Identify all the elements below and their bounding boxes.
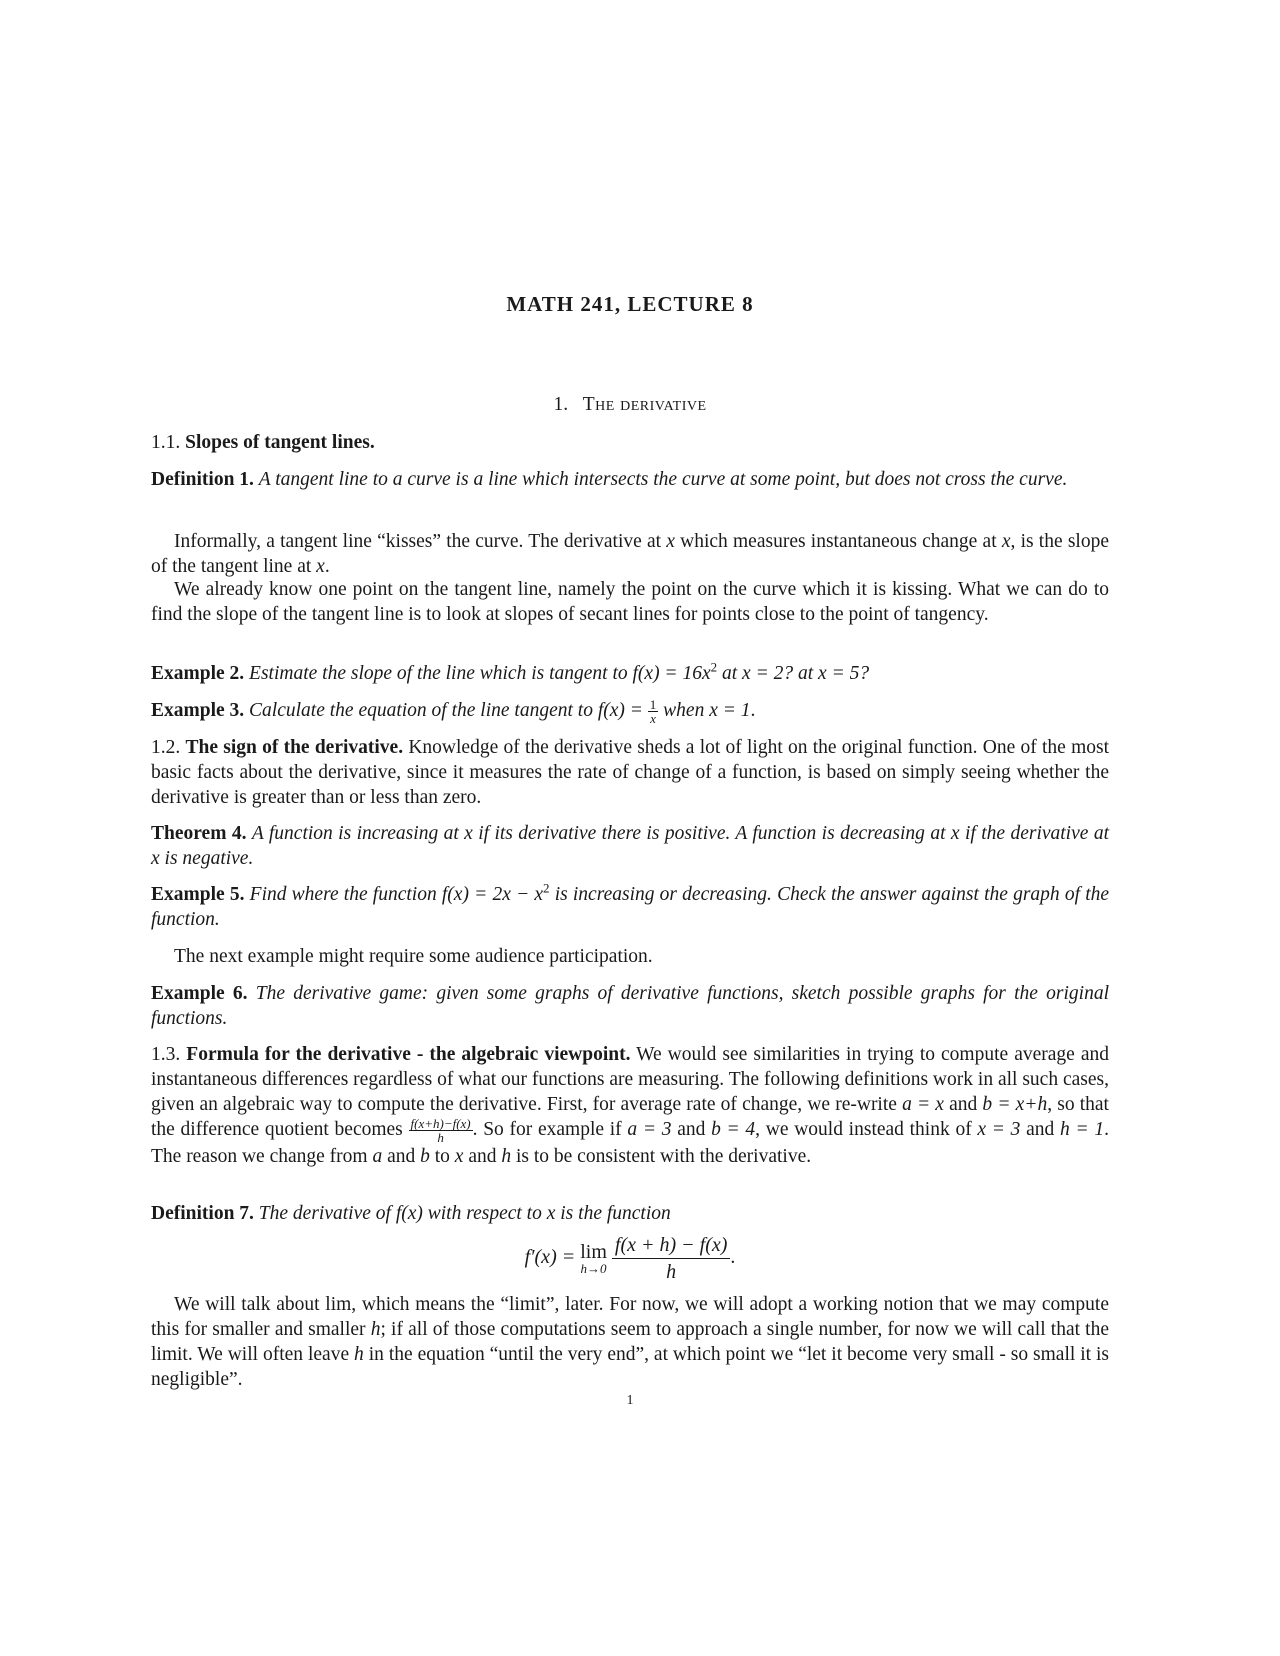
math-expression: a = x [902,1094,944,1115]
fraction-numerator: 1 [649,697,657,713]
math-h: h [501,1146,512,1168]
derivative-formula [151,1232,1109,1285]
subsection-1-1-heading [151,430,1109,455]
math-expression: h = 1 [1060,1119,1105,1140]
subsection-number: 1.1. [151,432,181,453]
math-x: x [546,1203,556,1224]
text-run: which measures instantaneous change at [674,531,1002,552]
math-expression: a = 3 [627,1119,672,1140]
text-run: A function is increasing at [251,823,465,844]
text-run: The derivative of [258,1203,396,1224]
example-label: Example 3. [151,700,245,721]
paragraph-secant-lines: We already know one point on the tangent line, namely the point on the curve which it is kissing. What we can do to find the slope of the tangent line is to look at slopes of secant lines for points close to the point of tangency. [151,579,1109,625]
text-run: in the equation “until the very end”, at which point we “let it become very small - so small it is negligible”. [151,1344,1109,1390]
text-run: Calculate the equation of the line tangent to [249,700,598,721]
subsection-text: Knowledge of the derivative sheds a lot of light on the original function. One of the most basic facts about the derivative, since it measures the rate of change of a function, is based on simply seeing whether the derivative is greater than or less than zero. [151,737,1110,808]
text-run: , we would instead think of [755,1119,978,1140]
example-2 [151,661,1109,686]
paragraph-limit [151,1292,1109,1392]
definition-label: Definition 7. [151,1203,254,1224]
theorem-label: Theorem 4. [151,823,247,844]
text-run: and [943,1094,983,1115]
formula-lhs: f′(x) = [524,1246,581,1269]
text-run: , is the slope of the tangent line at [151,531,1109,577]
math-a: a [372,1146,383,1168]
example-label: Example 6. [151,983,248,1004]
math-x: x [454,1146,464,1168]
fraction-denominator: h [666,1261,677,1283]
theorem-4 [151,821,1109,871]
example-3 [151,698,1109,725]
example-5 [151,882,1109,932]
math-x: x [1001,531,1011,552]
superscript: 2 [710,659,718,675]
example-text: The derivative game: given some graphs of derivative functions, sketch possible graphs for the original functions. [151,983,1110,1029]
example-6 [151,981,1109,1031]
math-expression: f(x) [395,1203,423,1224]
example-label: Example 5. [151,884,245,905]
fraction-denominator: x [650,711,656,727]
text-run: , so that the difference quotient becomes [151,1094,1109,1140]
paragraph-tangent-kisses [151,529,1109,579]
subsection-1-3 [151,1042,1109,1169]
text-run: is the function [555,1203,671,1224]
text-run: ? [859,663,870,684]
limit-operator [580,1242,607,1276]
text-run: and [671,1119,712,1140]
section-number: 1. [553,394,569,415]
text-run: at [717,663,743,684]
text-run: and [382,1146,421,1168]
definition-1 [151,467,1109,492]
text-run: ; if all of those computations seem to approach a single number, for now we will call that the limit. We will often leave [151,1319,1110,1365]
text-run: We will talk about lim, which means the “limit”, later. For now, we will adopt a working notion that we may compute this for smaller and smaller [151,1294,1109,1340]
text-run: if its derivative there is positive. A function is decreasing at [472,823,951,844]
text-run: . [324,556,330,577]
math-x: x [151,848,160,869]
page-title: MATH 241, LECTURE 8 [506,292,754,316]
text-run: if the derivative at [959,823,1109,844]
subsection-title: Formula for the derivative - the algebraic viewpoint. [186,1044,631,1065]
math-expression: x = 2 [742,663,784,684]
fraction [648,698,659,725]
math-x: x [950,823,960,844]
fraction-denominator: h [437,1130,444,1146]
text-run: with respect to [422,1203,547,1224]
subsection-number: 1.3. [151,1044,181,1065]
text-run: Informally, a tangent line “kisses” the curve. The derivative at [174,531,667,552]
superscript: 2 [543,880,550,896]
subsection-title: Slopes of tangent lines. [185,432,375,453]
formula-fraction [612,1232,731,1285]
section-title: The derivative [582,394,707,415]
text-run: . [750,700,756,721]
text-run: to [429,1146,455,1168]
definition-text: A tangent line to a curve is a line which intersects the curve at some point, but does not cross the curve. [258,469,1068,490]
math-h: h [370,1319,381,1340]
math-expression: f(x) = 2x − x [441,884,544,905]
math-x: x [316,556,325,577]
math-x: x [464,823,473,844]
fraction-numerator: f(x + h) − f(x) [612,1232,731,1259]
limit-subscript: h→0 [580,1260,607,1276]
limit-label: lim [580,1240,607,1263]
text-run: Estimate the slope of the line which is tangent to [249,663,633,684]
subsection-number: 1.2. [151,737,181,758]
math-expression: f(x) = 16x [632,663,711,684]
math-expression: f(x) = [597,700,648,721]
example-label: Example 2. [151,663,245,684]
text-run: and [463,1146,502,1168]
text-run: . The reason we change from [151,1119,1109,1168]
subsection-1-2 [151,735,1109,810]
difference-quotient-fraction [409,1117,473,1144]
math-expression: x = 3 [977,1119,1021,1140]
text-run: and [1020,1119,1060,1140]
text-run: is negative. [159,848,254,869]
paragraph-audience: The next example might require some audience participation. [174,946,653,967]
text-run: . So for example if [472,1119,628,1140]
text-run: Find where the function [249,884,442,905]
text-run: We would see similarities in trying to compute average and instantaneous differences regardless of what our functions are measuring. The following definitions work in all such cases, given an algebraic way to compute the derivative. First, for average rate of change, we re-write [151,1044,1109,1115]
math-expression: b = x+h [982,1094,1048,1115]
section-heading [151,394,1109,416]
math-expression: b = 4 [711,1119,756,1140]
formula-period: . [730,1246,736,1269]
text-run: is to be consistent with the derivative. [511,1146,812,1168]
page-number: 1 [626,1393,634,1408]
text-run: ? at [783,663,819,684]
text-run: when [658,700,710,721]
math-x: x [666,531,675,552]
fraction-numerator: f(x+h)−f(x) [410,1116,471,1132]
math-expression: x = 1 [709,700,751,721]
subsection-title: The sign of the derivative. [185,737,404,758]
definition-7 [151,1201,1109,1226]
document-page [151,0,1109,1656]
text-run: is increasing or decreasing. Check the answer against the graph of the function. [151,884,1110,930]
definition-label: Definition 1. [151,469,254,490]
math-h: h [354,1344,364,1365]
math-b: b [420,1146,430,1168]
math-expression: x = 5 [818,663,860,684]
